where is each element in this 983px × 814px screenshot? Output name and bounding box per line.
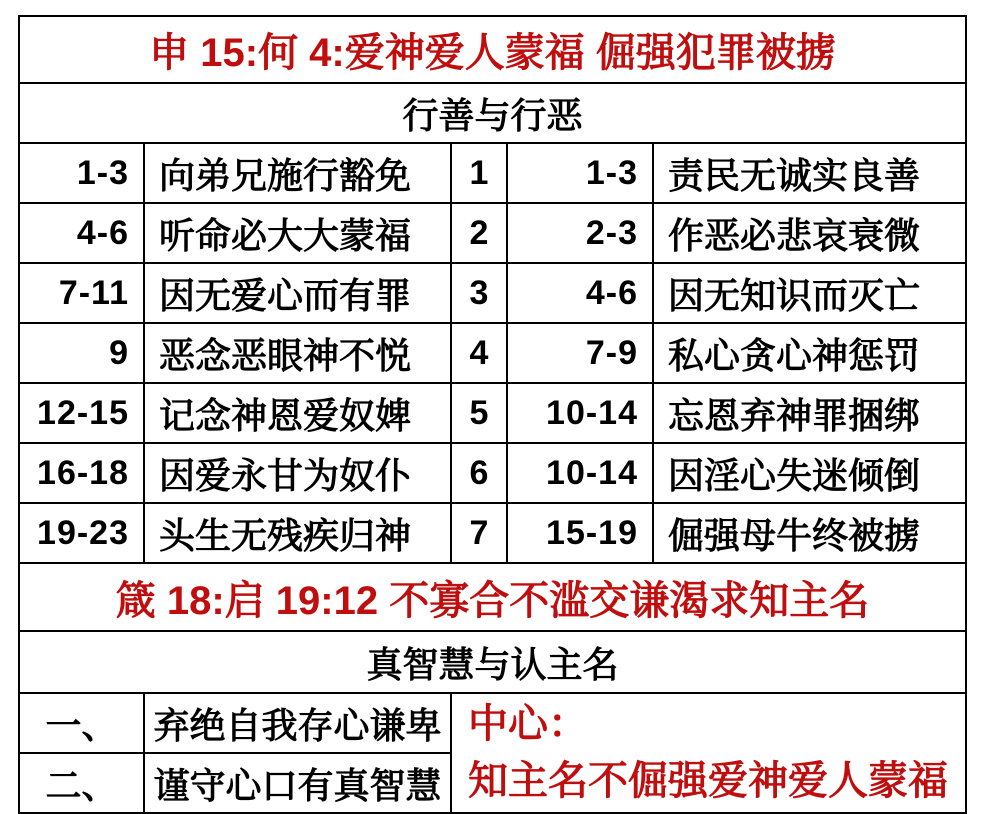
right-verse-cell: 2-3 bbox=[507, 203, 653, 263]
row-number-cell: 3 bbox=[451, 263, 507, 323]
left-verse-cell: 9 bbox=[19, 323, 144, 383]
left-verse-cell: 19-23 bbox=[19, 503, 144, 563]
section1-subtitle: 行善与行恶 bbox=[19, 83, 966, 143]
table-row bbox=[19, 143, 966, 203]
chart-table bbox=[18, 15, 967, 814]
left-text-cell: 听命必大大蒙福 bbox=[144, 203, 451, 263]
right-text-cell: 私心贪心神惩罚 bbox=[653, 323, 966, 383]
right-text-cell: 因淫心失迷倾倒 bbox=[653, 443, 966, 503]
left-verse-cell: 4-6 bbox=[19, 203, 144, 263]
left-text-cell: 记念神恩爱奴婢 bbox=[144, 383, 451, 443]
point-text-cell: 弃绝自我存心谦卑 bbox=[144, 693, 451, 753]
table-row bbox=[19, 443, 966, 503]
right-text-cell: 忘恩弃神罪捆绑 bbox=[653, 383, 966, 443]
table-row bbox=[19, 383, 966, 443]
right-text-cell: 倔强母牛终被掳 bbox=[653, 503, 966, 563]
section1-title-row bbox=[19, 16, 966, 83]
section2-title: 箴 18:启 19:12 不寡合不滥交谦渴求知主名 bbox=[19, 563, 966, 631]
point-index-cell: 一、 bbox=[19, 693, 144, 753]
row-number-cell: 1 bbox=[451, 143, 507, 203]
right-verse-cell: 10-14 bbox=[507, 443, 653, 503]
table-row bbox=[19, 323, 966, 383]
right-verse-cell: 1-3 bbox=[507, 143, 653, 203]
row-number-cell: 2 bbox=[451, 203, 507, 263]
table-row bbox=[19, 263, 966, 323]
center-theme-cell bbox=[451, 693, 966, 813]
row-number-cell: 7 bbox=[451, 503, 507, 563]
bible-study-chart bbox=[18, 15, 967, 814]
point-index-cell: 二、 bbox=[19, 753, 144, 813]
point-text-cell: 谨守心口有真智慧 bbox=[144, 753, 451, 813]
center-text: 知主名不倔强爱神爱人蒙福 bbox=[468, 759, 948, 803]
left-verse-cell: 1-3 bbox=[19, 143, 144, 203]
section2-title-row bbox=[19, 563, 966, 631]
left-text-cell: 向弟兄施行豁免 bbox=[144, 143, 451, 203]
left-text-cell: 恶念恶眼神不悦 bbox=[144, 323, 451, 383]
section1-subtitle-row bbox=[19, 83, 966, 143]
left-verse-cell: 16-18 bbox=[19, 443, 144, 503]
left-verse-cell: 7-11 bbox=[19, 263, 144, 323]
row-number-cell: 5 bbox=[451, 383, 507, 443]
right-text-cell: 因无知识而灭亡 bbox=[653, 263, 966, 323]
table-row bbox=[19, 503, 966, 563]
right-verse-cell: 4-6 bbox=[507, 263, 653, 323]
row-number-cell: 6 bbox=[451, 443, 507, 503]
left-text-cell: 因爱永甘为奴仆 bbox=[144, 443, 451, 503]
row-number-cell: 4 bbox=[451, 323, 507, 383]
left-text-cell: 因无爱心而有罪 bbox=[144, 263, 451, 323]
table-row bbox=[19, 693, 966, 753]
right-verse-cell: 10-14 bbox=[507, 383, 653, 443]
right-verse-cell: 7-9 bbox=[507, 323, 653, 383]
right-text-cell: 责民无诚实良善 bbox=[653, 143, 966, 203]
left-verse-cell: 12-15 bbox=[19, 383, 144, 443]
right-text-cell: 作恶必悲哀衰微 bbox=[653, 203, 966, 263]
section2-subtitle-row bbox=[19, 631, 966, 693]
section2-subtitle: 真智慧与认主名 bbox=[19, 631, 966, 693]
section1-title: 申 15:何 4:爱神爱人蒙福 倔强犯罪被掳 bbox=[19, 16, 966, 83]
right-verse-cell: 15-19 bbox=[507, 503, 653, 563]
center-label: 中心： bbox=[468, 702, 588, 746]
left-text-cell: 头生无残疾归神 bbox=[144, 503, 451, 563]
table-row bbox=[19, 203, 966, 263]
